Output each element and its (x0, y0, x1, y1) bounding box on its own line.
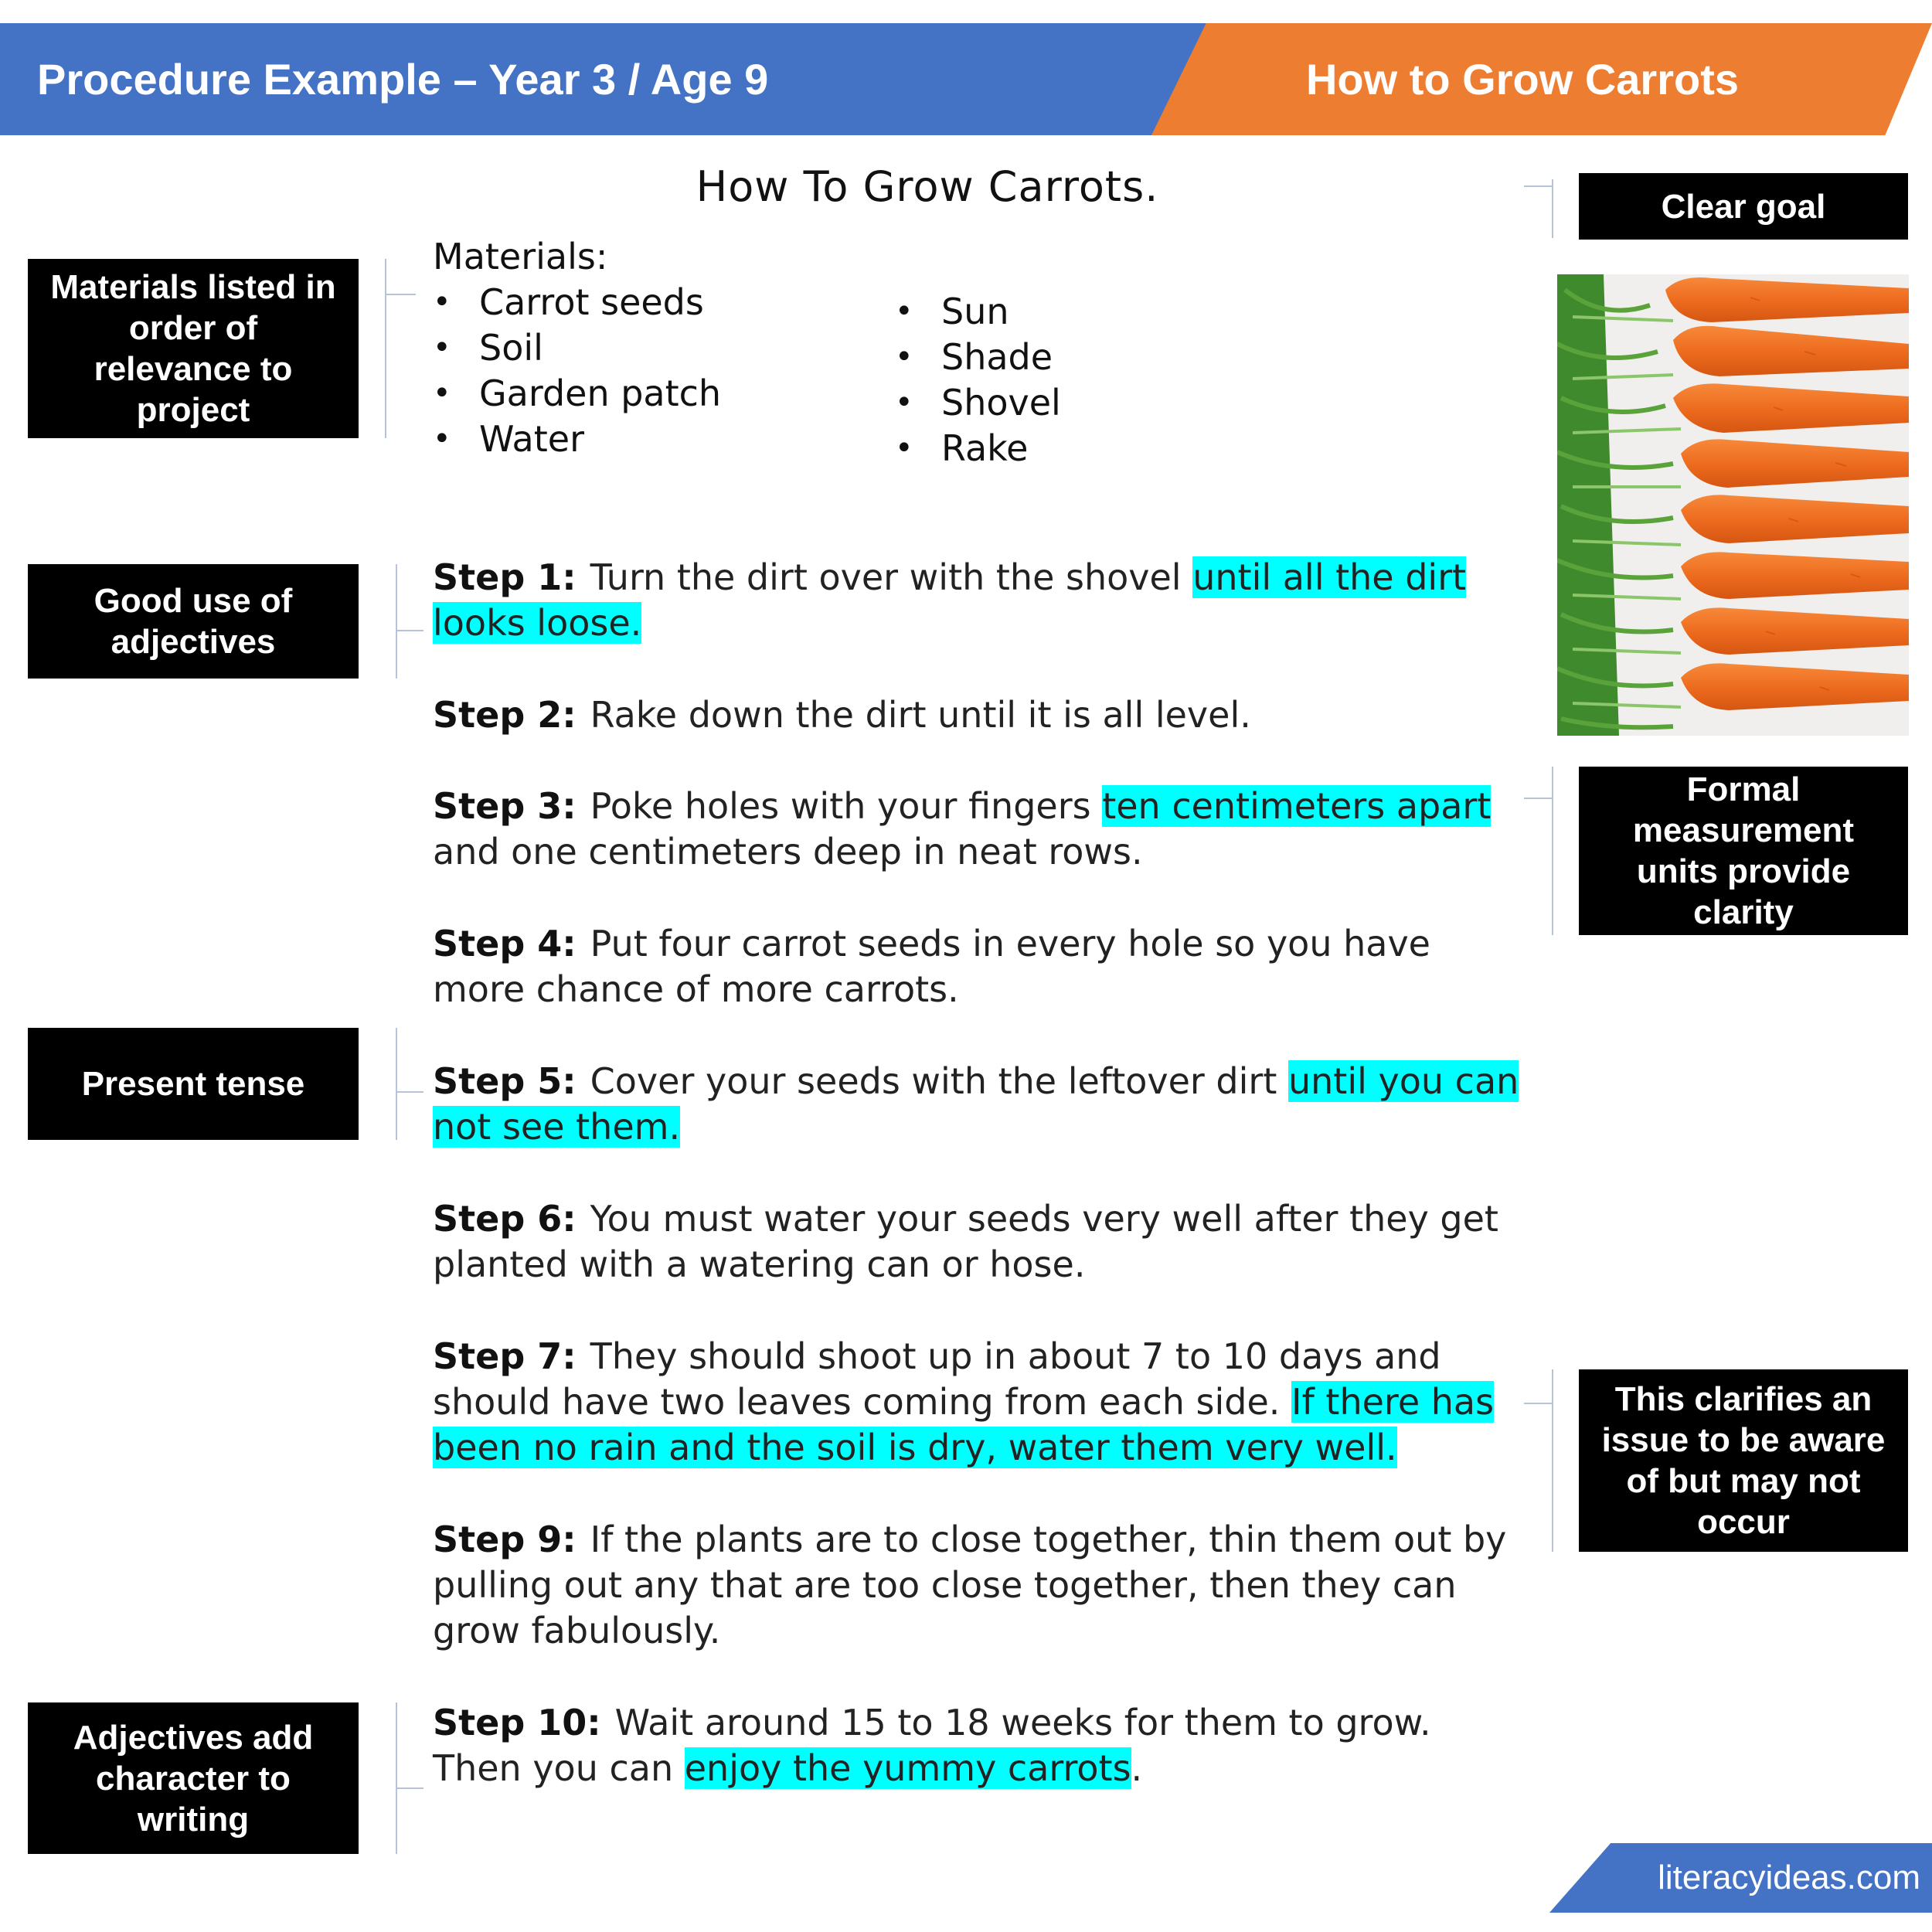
note-line: writing (137, 1800, 250, 1838)
note-line: issue to be aware (1601, 1421, 1886, 1459)
step-text: Wait around 15 to 18 weeks for them to grow. Then you can (433, 1702, 1431, 1789)
note-adjectives (28, 564, 359, 679)
footer-site-link[interactable]: literacyideas.com (1658, 1859, 1920, 1896)
step-number: Step 7: (433, 1335, 577, 1377)
carrots-illustration (1557, 274, 1909, 736)
step-3 (433, 784, 1530, 875)
list-item: • Soil (433, 325, 721, 371)
bracket-materials (385, 259, 417, 438)
note-character (28, 1702, 359, 1854)
note-line: occur (1697, 1503, 1790, 1541)
step-text-end: . (1131, 1747, 1143, 1789)
step-number: Step 3: (433, 785, 577, 827)
step-number: Step 10: (433, 1702, 601, 1743)
list-item: • Rake (895, 426, 1061, 471)
bracket-tick (396, 1787, 423, 1789)
note-measurement (1579, 767, 1908, 935)
step-4 (433, 921, 1499, 1012)
bracket-clear-goal (1524, 179, 1553, 238)
note-line: Present tense (81, 1065, 305, 1103)
note-line: clarity (1693, 893, 1794, 931)
list-item: • Carrot seeds (433, 280, 721, 325)
step-text: Put four carrot seeds in every hole so you have more chance of more carrots. (433, 923, 1430, 1010)
list-item: • Shovel (895, 380, 1061, 426)
note-line: Adjectives add (73, 1718, 314, 1757)
note-line: This clarifies an (1614, 1380, 1872, 1418)
materials-list-right (895, 289, 1061, 471)
list-item: • Water (433, 417, 721, 462)
note-line: Good use of (94, 582, 293, 620)
materials-label: Materials: (433, 236, 608, 277)
note-line: project (136, 391, 250, 429)
highlighted-phrase: enjoy the yummy carrots (684, 1747, 1131, 1789)
note-line: of but may not (1626, 1462, 1861, 1500)
step-6 (433, 1196, 1546, 1287)
step-number: Step 5: (433, 1060, 577, 1102)
bracket-character (396, 1702, 420, 1854)
step-text: You must water your seeds very well after they get planted with a watering can or hose. (433, 1198, 1498, 1285)
page-topic: How to Grow Carrots (1305, 55, 1740, 104)
bracket-clarifies (1524, 1369, 1553, 1552)
note-line: Materials listed in (50, 268, 336, 306)
bracket-measurement (1524, 767, 1553, 935)
document-title: How To Grow Carrots. (696, 162, 1159, 211)
step-9 (433, 1517, 1530, 1654)
materials-list-left (433, 280, 721, 462)
list-item: • Garden patch (433, 371, 721, 417)
highlighted-phrase: until all the dirt looks loose. (433, 556, 1467, 644)
note-clarifies-issue (1579, 1369, 1908, 1552)
step-7 (433, 1334, 1546, 1471)
step-text: They should shoot up in about 7 to 10 days and should have two leaves coming from each side. (433, 1335, 1441, 1423)
bracket-tick (396, 1091, 423, 1093)
note-present-tense (28, 1028, 359, 1140)
step-1 (433, 555, 1546, 646)
carrots-photo (1557, 274, 1909, 736)
step-text: Poke holes with your fingers (590, 785, 1091, 827)
step-number: Step 9: (433, 1519, 577, 1560)
note-line: character to (96, 1759, 291, 1798)
step-5 (433, 1059, 1546, 1150)
step-number: Step 1: (433, 556, 577, 598)
note-line: Clear goal (1661, 187, 1826, 226)
step-text-continued: and one centimeters deep in neat rows. (433, 831, 1143, 872)
bracket-tick (1524, 185, 1552, 187)
note-line: relevance to (94, 350, 293, 388)
step-2 (433, 692, 1546, 738)
bracket-tick (1524, 798, 1552, 799)
note-line: order of (128, 309, 258, 347)
highlighted-phrase: ten centimeters apart (1102, 785, 1492, 827)
bracket-adjectives (396, 564, 420, 679)
page-title: Procedure Example – Year 3 / Age 9 (37, 55, 769, 104)
step-text: Turn the dirt over with the shovel (590, 556, 1182, 598)
note-line: Formal (1686, 770, 1801, 808)
list-item: • Shade (895, 335, 1061, 380)
step-10 (433, 1700, 1515, 1791)
highlighted-phrase: If there has been no rain and the soil is dry, water them very well. (433, 1381, 1495, 1468)
step-text: If the plants are to close together, thin them out by pulling out any that are too close together, then they can grow fabulously. (433, 1519, 1507, 1651)
bracket-tick (385, 294, 416, 295)
step-text: Cover your seeds with the leftover dirt (590, 1060, 1277, 1102)
list-item: • Sun (895, 289, 1061, 335)
bracket-present-tense (396, 1028, 420, 1140)
bracket-tick (396, 630, 423, 631)
note-line: adjectives (111, 623, 276, 661)
note-line: measurement (1632, 811, 1855, 849)
note-clear-goal (1579, 173, 1908, 240)
bracket-tick (1524, 1403, 1552, 1404)
step-number: Step 6: (433, 1198, 577, 1240)
step-number: Step 2: (433, 694, 577, 736)
highlighted-phrase: until you can not see them. (433, 1060, 1519, 1148)
note-materials-order (28, 259, 359, 438)
note-line: units provide (1636, 852, 1851, 890)
step-text: Rake down the dirt until it is all level. (590, 694, 1251, 736)
step-number: Step 4: (433, 923, 577, 964)
